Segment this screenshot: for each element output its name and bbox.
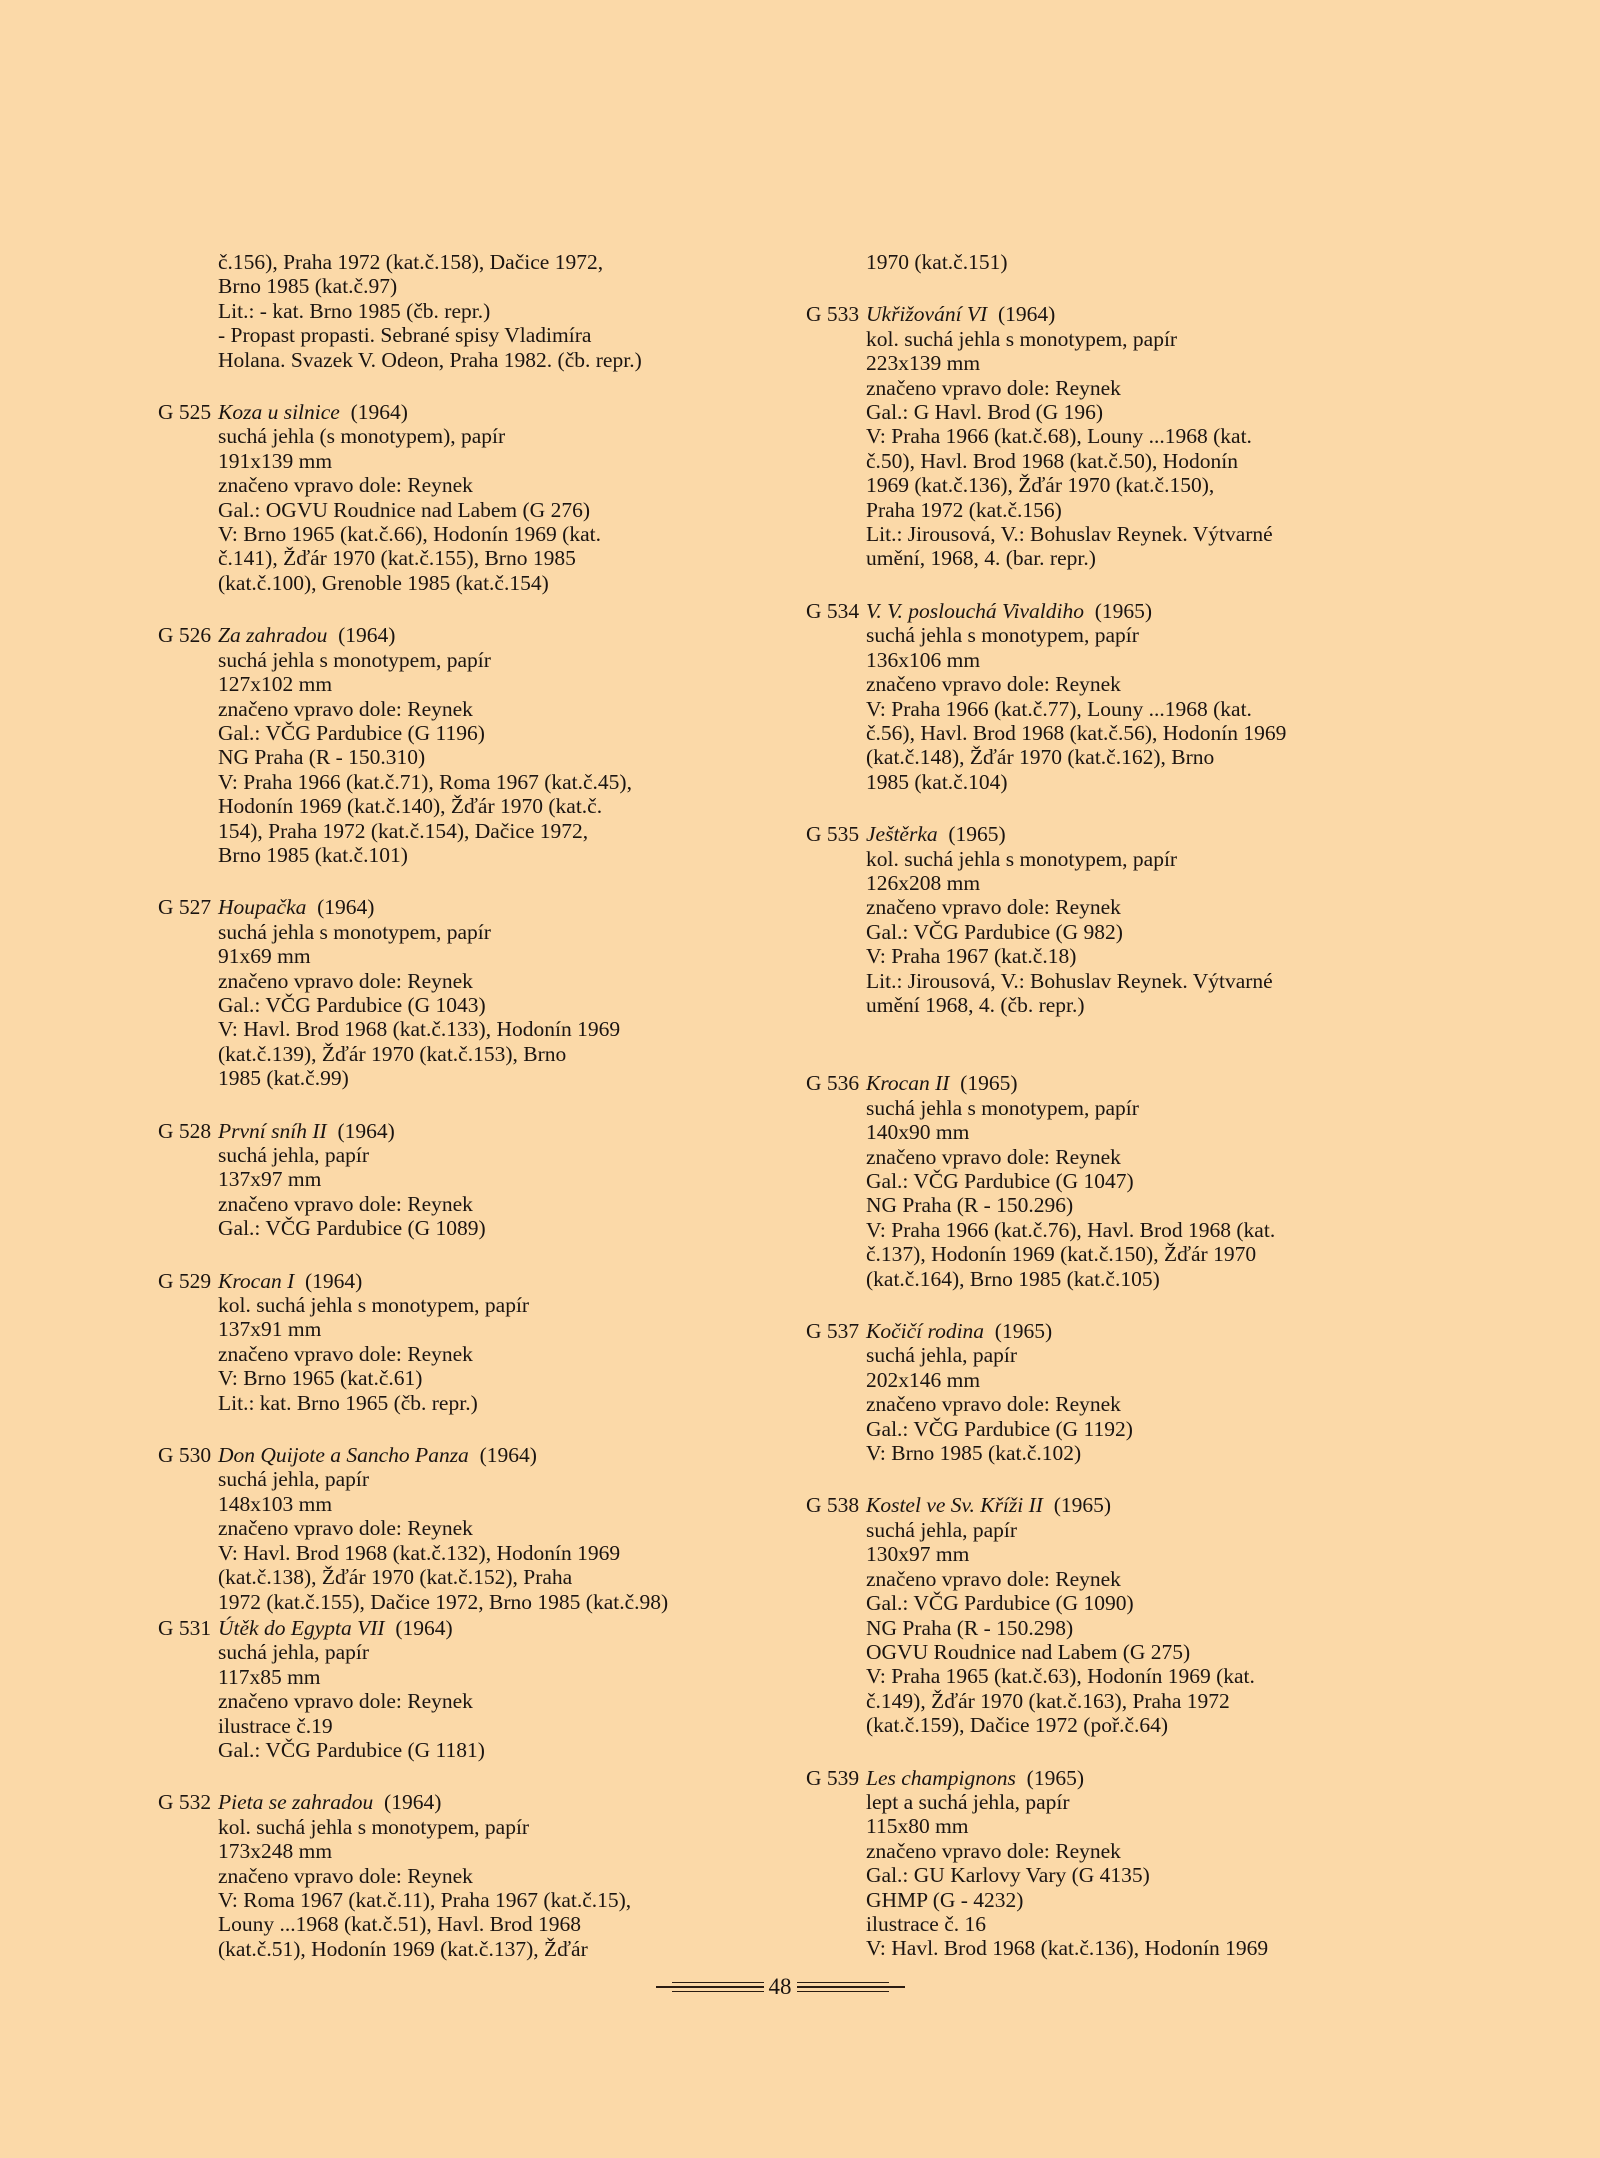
entry-detail-line: NG Praha (R - 150.298): [866, 1615, 1074, 1640]
entry-detail-line: 173x248 mm: [218, 1839, 333, 1864]
catalogue-entry: [158, 1269, 798, 1415]
entry-detail-line: V: Praha 1966 (kat.č.76), Havl. Brod 1968 (kat.: [866, 1217, 1276, 1242]
entry-detail-line: 191x139 mm: [218, 448, 333, 473]
catalogue-entry: [158, 1119, 798, 1241]
right-column: [806, 250, 1486, 1989]
catalogue-entry: [806, 1071, 1486, 1291]
entry-year: (1965): [948, 822, 1006, 847]
entry-heading: [866, 302, 1486, 326]
entry-detail-line: suchá jehla s monotypem, papír: [866, 1095, 1139, 1120]
entry-detail-line: značeno vpravo dole: Reynek: [218, 1863, 473, 1888]
entry-code: G 526: [158, 623, 212, 648]
entry-year: (1964): [384, 1790, 442, 1815]
entry-detail-line: 136x106 mm: [866, 647, 981, 672]
entry-detail-line: 1985 (kat.č.99): [218, 1066, 349, 1091]
catalogue-entry: [806, 1493, 1486, 1737]
entry-code: G 525: [158, 400, 212, 425]
entry-code: G 539: [806, 1765, 860, 1790]
catalogue-entry: [158, 1616, 798, 1762]
entry-code: G 533: [806, 302, 860, 327]
entry-title: Krocan I: [218, 1268, 295, 1293]
catalogue-entry: [806, 302, 1486, 570]
entry-title: Les champignons: [866, 1765, 1016, 1790]
entry-detail-line: značeno vpravo dole: Reynek: [218, 1191, 473, 1216]
entry-year: (1965): [1026, 1765, 1084, 1790]
entry-list: [158, 400, 798, 1961]
left-column: [158, 250, 798, 1989]
entry-detail-line: značeno vpravo dole: Reynek: [866, 895, 1121, 920]
entry-detail-line: NG Praha (R - 150.310): [218, 745, 426, 770]
entry-year: (1964): [350, 400, 408, 425]
catalogue-entry: [158, 895, 798, 1090]
entry-detail-line: V: Havl. Brod 1968 (kat.č.132), Hodonín 1969: [218, 1540, 621, 1565]
entry-detail-line: suchá jehla (s monotypem), papír: [218, 424, 506, 449]
entry-year: (1965): [994, 1319, 1053, 1344]
entry-detail-line: (kat.č.51), Hodonín 1969 (kat.č.137), Žďár: [218, 1936, 588, 1961]
entry-title: Útěk do Egypta VII: [218, 1615, 385, 1640]
entry-detail-line: značeno vpravo dole: Reynek: [218, 1689, 473, 1714]
entry-code: G 532: [158, 1790, 212, 1815]
entry-detail-line: Praha 1972 (kat.č.156): [866, 497, 1062, 522]
entry-detail-line: Gal.: VČG Pardubice (G 982): [866, 919, 1123, 944]
text-line: - Propast propasti. Sebrané spisy Vladimíra: [218, 323, 592, 348]
entry-detail-line: značeno vpravo dole: Reynek: [218, 968, 473, 993]
entry-detail-line: (kat.č.100), Grenoble 1985 (kat.č.154): [218, 570, 549, 595]
entry-detail-line: Gal.: VČG Pardubice (G 1047): [866, 1169, 1134, 1193]
entry-heading: [218, 1443, 798, 1467]
entry-heading: [866, 1319, 1486, 1343]
entry-detail-line: (kat.č.148), Žďár 1970 (kat.č.162), Brno: [866, 745, 1215, 770]
entry-detail-line: (kat.č.164), Brno 1985 (kat.č.105): [866, 1266, 1160, 1291]
entry-heading: [218, 1119, 798, 1143]
entry-detail-line: kol. suchá jehla s monotypem, papír: [218, 1293, 530, 1318]
text-line: Holana. Svazek V. Odeon, Praha 1982. (čb. repr.): [218, 347, 642, 372]
entry-title: Kostel ve Sv. Kříži II: [866, 1493, 1043, 1518]
entry-detail-line: Gal.: VČG Pardubice (G 1089): [218, 1216, 486, 1241]
entry-heading: [866, 1071, 1486, 1095]
entry-code: G 534: [806, 598, 860, 623]
entry-detail-line: V: Praha 1966 (kat.č.71), Roma 1967 (kat.č.45),: [218, 769, 632, 794]
entry-code: G 536: [806, 1071, 860, 1096]
entry-heading: [866, 599, 1486, 623]
entry-detail-line: V: Brno 1985 (kat.č.102): [866, 1441, 1082, 1466]
entry-year: (1964): [317, 895, 375, 920]
entry-detail-line: 126x208 mm: [866, 870, 981, 895]
entry-detail-line: Lit.: Jirousová, V.: Bohuslav Reynek. Výtvarné: [866, 968, 1273, 993]
entry-detail-line: V: Praha 1966 (kat.č.77), Louny ...1968 (kat.: [866, 696, 1252, 721]
catalogue-entry: [806, 599, 1486, 794]
entry-title: Ukřižování VI: [866, 302, 988, 327]
entry-list: [806, 302, 1486, 1960]
entry-detail-line: (kat.č.138), Žďár 1970 (kat.č.152), Praha: [218, 1565, 573, 1590]
entry-detail-line: značeno vpravo dole: Reynek: [866, 672, 1121, 697]
entry-detail-line: značeno vpravo dole: Reynek: [866, 1392, 1121, 1417]
entry-detail-line: Gal.: OGVU Roudnice nad Labem (G 276): [218, 497, 590, 522]
catalogue-entry: [158, 623, 798, 867]
entry-detail-line: kol. suchá jehla s monotypem, papír: [866, 326, 1178, 351]
entry-code: G 537: [806, 1319, 860, 1344]
entry-detail-line: 127x102 mm: [218, 672, 333, 697]
entry-detail-line: ilustrace č.19: [218, 1713, 333, 1738]
entry-detail-line: 148x103 mm: [218, 1491, 333, 1516]
entry-detail-line: 137x91 mm: [218, 1317, 322, 1342]
entry-code: G 527: [158, 895, 212, 920]
entry-detail-line: značeno vpravo dole: Reynek: [218, 696, 473, 721]
entry-heading: [866, 822, 1486, 846]
entry-detail-line: suchá jehla s monotypem, papír: [218, 919, 491, 944]
ornament-rule-right: [797, 1982, 905, 1993]
entry-heading: [218, 1269, 798, 1293]
entry-detail-line: Gal.: VČG Pardubice (G 1090): [866, 1591, 1134, 1616]
entry-year: (1964): [338, 623, 396, 648]
entry-year: (1965): [1094, 598, 1153, 623]
entry-detail-line: 1972 (kat.č.155), Dačice 1972, Brno 1985 (kat.č.98): [218, 1589, 669, 1614]
entry-year: (1965): [960, 1071, 1018, 1096]
entry-detail-line: Louny ...1968 (kat.č.51), Havl. Brod 1968: [218, 1912, 582, 1937]
entry-detail-line: suchá jehla, papír: [218, 1640, 370, 1665]
entry-detail-line: V: Brno 1965 (kat.č.61): [218, 1366, 423, 1391]
page-footer: [640, 1972, 920, 2002]
entry-code: G 530: [158, 1443, 212, 1468]
entry-code: G 529: [158, 1268, 212, 1293]
entry-code: G 528: [158, 1118, 212, 1143]
entry-title: Don Quijote a Sancho Panza: [218, 1443, 469, 1468]
entry-detail-line: V: Praha 1965 (kat.č.63), Hodonín 1969 (kat.: [866, 1664, 1255, 1689]
entry-detail-line: 1969 (kat.č.136), Žďár 1970 (kat.č.150),: [866, 473, 1215, 498]
continuation-text: [806, 250, 1486, 274]
entry-detail-line: suchá jehla, papír: [866, 1343, 1018, 1368]
entry-detail-line: V: Praha 1967 (kat.č.18): [866, 944, 1077, 969]
entry-detail-line: GHMP (G - 4232): [866, 1887, 1024, 1912]
text-line: Lit.: - kat. Brno 1985 (čb. repr.): [218, 298, 491, 323]
entry-detail-line: suchá jehla s monotypem, papír: [218, 647, 491, 672]
entry-title: První sníh II: [218, 1118, 327, 1143]
entry-detail-line: 1985 (kat.č.104): [866, 769, 1008, 794]
entry-code: G 538: [806, 1493, 860, 1518]
catalogue-entry: [158, 400, 798, 595]
entry-detail-line: Gal.: VČG Pardubice (G 1043): [218, 992, 486, 1017]
entry-detail-line: značeno vpravo dole: Reynek: [866, 1144, 1121, 1169]
entry-detail-line: umění 1968, 4. (čb. repr.): [866, 992, 1085, 1017]
entry-detail-line: Brno 1985 (kat.č.101): [218, 842, 408, 867]
catalogue-entry: [158, 1790, 798, 1961]
entry-detail-line: značeno vpravo dole: Reynek: [218, 473, 473, 498]
entry-detail-line: kol. suchá jehla s monotypem, papír: [218, 1814, 530, 1839]
entry-heading: [218, 1616, 798, 1640]
entry-heading: [218, 623, 798, 647]
entry-year: (1964): [305, 1268, 363, 1293]
entry-detail-line: V: Havl. Brod 1968 (kat.č.133), Hodonín 1969: [218, 1017, 621, 1042]
entry-detail-line: 91x69 mm: [218, 944, 311, 969]
entry-title: Pieta se zahradou: [218, 1790, 374, 1815]
entry-detail-line: Lit.: kat. Brno 1965 (čb. repr.): [218, 1390, 478, 1415]
entry-detail-line: 202x146 mm: [866, 1367, 981, 1392]
entry-heading: [218, 895, 798, 919]
entry-heading: [866, 1493, 1486, 1517]
entry-detail-line: 140x90 mm: [866, 1120, 970, 1145]
entry-detail-line: Gal.: G Havl. Brod (G 196): [866, 400, 1104, 425]
entry-detail-line: OGVU Roudnice nad Labem (G 275): [866, 1639, 1191, 1664]
entry-detail-line: č.56), Havl. Brod 1968 (kat.č.56), Hodonín 1969: [866, 720, 1287, 745]
entry-title: Krocan II: [866, 1071, 950, 1096]
entry-detail-line: značeno vpravo dole: Reynek: [218, 1516, 473, 1541]
entry-title: Koza u silnice: [218, 400, 340, 425]
entry-detail-line: V: Praha 1966 (kat.č.68), Louny ...1968 (kat.: [866, 424, 1252, 449]
entry-year: (1964): [997, 302, 1056, 327]
entry-detail-line: značeno vpravo dole: Reynek: [866, 375, 1121, 400]
entry-detail-line: 117x85 mm: [218, 1664, 321, 1689]
entry-detail-line: Hodonín 1969 (kat.č.140), Žďár 1970 (kat.č.: [218, 794, 603, 819]
entry-heading: [218, 1790, 798, 1814]
entry-detail-line: Gal.: VČG Pardubice (G 1196): [218, 720, 485, 745]
catalogue-entry: [806, 1319, 1486, 1465]
catalogue-entry: [806, 1766, 1486, 1961]
entry-detail-line: ilustrace č. 16: [866, 1911, 986, 1936]
entry-year: (1964): [337, 1118, 395, 1143]
entry-detail-line: (kat.č.159), Dačice 1972 (poř.č.64): [866, 1713, 1169, 1738]
entry-year: (1965): [1053, 1493, 1112, 1518]
catalogue-entry: [806, 822, 1486, 1017]
entry-detail-line: V: Brno 1965 (kat.č.66), Hodonín 1969 (kat.: [218, 522, 601, 547]
entry-detail-line: značeno vpravo dole: Reynek: [218, 1341, 473, 1366]
entry-title: V. V. poslouchá Vivaldiho: [866, 598, 1084, 623]
entry-detail-line: 137x97 mm: [218, 1167, 322, 1192]
entry-detail-line: suchá jehla s monotypem, papír: [866, 623, 1139, 648]
entry-detail-line: suchá jehla, papír: [218, 1467, 370, 1492]
entry-heading: [866, 1766, 1486, 1790]
entry-detail-line: č.149), Žďár 1970 (kat.č.163), Praha 1972: [866, 1688, 1230, 1713]
entry-detail-line: 154), Praha 1972 (kat.č.154), Dačice 1972,: [218, 818, 589, 843]
entry-detail-line: NG Praha (R - 150.296): [866, 1193, 1074, 1218]
entry-detail-line: značeno vpravo dole: Reynek: [866, 1566, 1121, 1591]
entry-title: Za zahradou: [218, 623, 328, 648]
continuation-text: [158, 250, 798, 372]
ornament-rule-left: [656, 1982, 764, 1993]
entry-detail-line: Gal.: VČG Pardubice (G 1181): [218, 1737, 485, 1762]
text-line: Brno 1985 (kat.č.97): [218, 274, 398, 299]
text-line: 1970 (kat.č.151): [866, 250, 1008, 274]
entry-detail-line: č.50), Havl. Brod 1968 (kat.č.50), Hodonín: [866, 448, 1238, 473]
entry-year: (1964): [395, 1615, 453, 1640]
entry-detail-line: umění, 1968, 4. (bar. repr.): [866, 546, 1096, 571]
entry-title: Kočičí rodina: [866, 1319, 985, 1344]
entry-detail-line: č.141), Žďár 1970 (kat.č.155), Brno 1985: [218, 546, 576, 571]
text-line: č.156), Praha 1972 (kat.č.158), Dačice 1972,: [218, 250, 604, 274]
entry-code: G 531: [158, 1615, 212, 1640]
catalogue-entry: [158, 1443, 798, 1614]
entry-title: Ještěrka: [866, 822, 938, 847]
entry-detail-line: suchá jehla, papír: [218, 1143, 370, 1167]
entry-detail-line: 115x80 mm: [866, 1814, 969, 1839]
entry-heading: [218, 400, 798, 424]
entry-detail-line: lept a suchá jehla, papír: [866, 1789, 1070, 1814]
entry-year: (1964): [479, 1443, 537, 1468]
page-number: 48: [768, 1974, 792, 1999]
entry-detail-line: (kat.č.139), Žďár 1970 (kat.č.153), Brno: [218, 1041, 567, 1066]
entry-detail-line: suchá jehla, papír: [866, 1517, 1018, 1542]
entry-detail-line: kol. suchá jehla s monotypem, papír: [866, 846, 1178, 871]
entry-detail-line: V: Havl. Brod 1968 (kat.č.136), Hodonín 1969: [866, 1936, 1269, 1961]
entry-detail-line: Lit.: Jirousová, V.: Bohuslav Reynek. Výtvarné: [866, 522, 1273, 547]
entry-title: Houpačka: [218, 895, 307, 920]
entry-detail-line: V: Roma 1967 (kat.č.11), Praha 1967 (kat.č.15),: [218, 1887, 632, 1912]
entry-detail-line: značeno vpravo dole: Reynek: [866, 1838, 1121, 1863]
entry-detail-line: 130x97 mm: [866, 1542, 970, 1567]
entry-detail-line: 223x139 mm: [866, 351, 981, 376]
entry-code: G 535: [806, 822, 860, 847]
entry-detail-line: Gal.: VČG Pardubice (G 1192): [866, 1416, 1133, 1441]
entry-detail-line: Gal.: GU Karlovy Vary (G 4135): [866, 1863, 1150, 1888]
entry-detail-line: č.137), Hodonín 1969 (kat.č.150), Žďár 1970: [866, 1242, 1257, 1267]
